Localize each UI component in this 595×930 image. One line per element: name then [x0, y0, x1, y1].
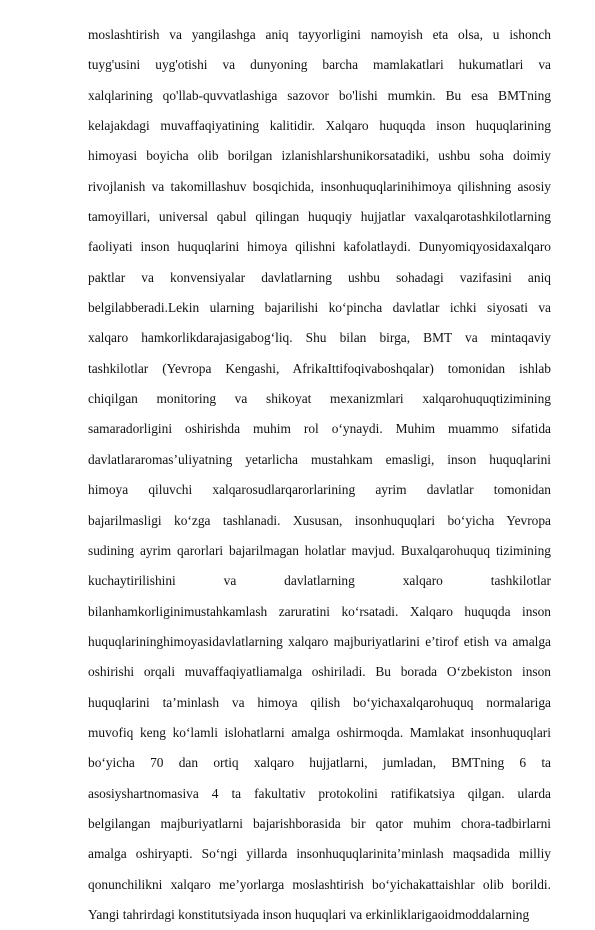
text-line: tashkilotlar (Yevropa Kengashi, AfrikaIttifoqivaboshqalar) tomonidan ishlab	[88, 360, 551, 376]
text-line: belgilangan majburiyatlarni bajarishborasida bir qator muhim chora-tadbirlarni	[88, 815, 551, 831]
text-line: asosiyshartnomasiva 4 ta fakultativ protokolini ratifikatsiya qilgan. ularda	[88, 785, 551, 801]
text-line: huquqlarininghimoyasidavlatlarning xalqaro majburiyatlarini e’tirof etish va amalga	[88, 633, 551, 649]
text-line: paktlar va konvensiyalar davlatlarning ushbu sohadagi vazifasini aniq	[88, 269, 551, 285]
text-line: belgilabberadi.Lekin ularning bajarilishi ko‘pincha davlatlar ichki siyosati va	[88, 300, 551, 316]
text-line: faoliyati inson huquqlarini himoya qilishni kafolatlaydi. Dunyomiqyosidaxalqaro	[88, 239, 551, 255]
text-line: tuyg'usini uyg'otishi va dunyoning barcha mamlakatlari hukumatlari va	[88, 57, 551, 73]
text-line: bilanhamkorliginimustahkamlash zaruratini ko‘rsatadi. Xalqaro huquqda inson	[88, 603, 551, 619]
text-line: muvofiq keng ko‘lamli islohatlarni amalga oshirmoqda. Mamlakat insonhuquqlari	[88, 724, 551, 740]
text-line: bo‘yicha 70 dan ortiq xalqaro hujjatlarni, jumladan, BMTning 6 ta	[88, 755, 551, 771]
text-line: kuchaytirilishini va davlatlarning xalqaro tashkilotlar	[88, 573, 551, 589]
text-line: qonunchilikni xalqaro me’yorlarga moslashtirish bo‘yichakattaishlar olib borildi.	[88, 876, 551, 892]
document-page	[88, 20, 551, 930]
text-line: Yangi tahrirdagi konstitutsiyada inson huquqlari va erkinliklarigaoidmoddalarning	[88, 906, 530, 922]
text-line: davlatlararomas’uliyatning yetarlicha mustahkam emasligi, inson huquqlarini	[88, 451, 551, 467]
text-line: samaradorligini oshirishda muhim rol o‘ynaydi. Muhim muammo sifatida	[88, 421, 551, 437]
text-line: himoya qiluvchi xalqarosudlarqarorlarining ayrim davlatlar tomonidan	[88, 482, 551, 498]
text-line: bajarilmasligi ko‘zga tashlanadi. Xususan, insonhuquqlari bo‘yicha Yevropa	[88, 512, 551, 528]
text-line: tamoyillari, universal qabul qilingan huquqiy hujjatlar vaxalqarotashkilotlarning	[88, 209, 551, 225]
text-line: rivojlanish va takomillashuv bosqichida, insonhuquqlarinihimoya qilishning asosiy	[88, 178, 551, 194]
text-line: kelajakdagi muvaffaqiyatining kalitidir. Xalqaro huquqda inson huquqlarining	[88, 118, 551, 134]
text-line: moslashtirish va yangilashga aniq tayyorligini namoyish eta olsa, u ishonch	[88, 27, 551, 42]
text-line: himoyasi boyicha olib borilgan izlanishlarshunikorsatadiki, ushbu soha doimiy	[88, 148, 551, 164]
text-line: amalga oshiryapti. So‘ngi yillarda insonhuquqlarinita’minlash maqsadida milliy	[88, 846, 551, 862]
text-line: xalqaro hamkorlikdarajasigabog‘liq. Shu bilan birga, BMT va mintaqaviy	[88, 330, 551, 346]
text-line: xalqlarining qo'llab-quvvatlashiga sazovor bo'lishi mumkin. Bu esa BMTning	[88, 87, 551, 103]
text-line: huquqlarini ta’minlash va himoya qilish bo‘yichaxalqarohuquq normalariga	[88, 694, 551, 710]
text-line: sudining ayrim qarorlari bajarilmagan holatlar mavjud. Buxalqarohuquq tizimining	[88, 542, 551, 558]
text-line: oshirishi orqali muvaffaqiyatliamalga oshiriladi. Bu borada O‘zbekiston inson	[88, 664, 551, 680]
text-line: chiqilgan monitoring va shikoyat mexanizmlari xalqarohuquqtizimining	[88, 391, 551, 407]
